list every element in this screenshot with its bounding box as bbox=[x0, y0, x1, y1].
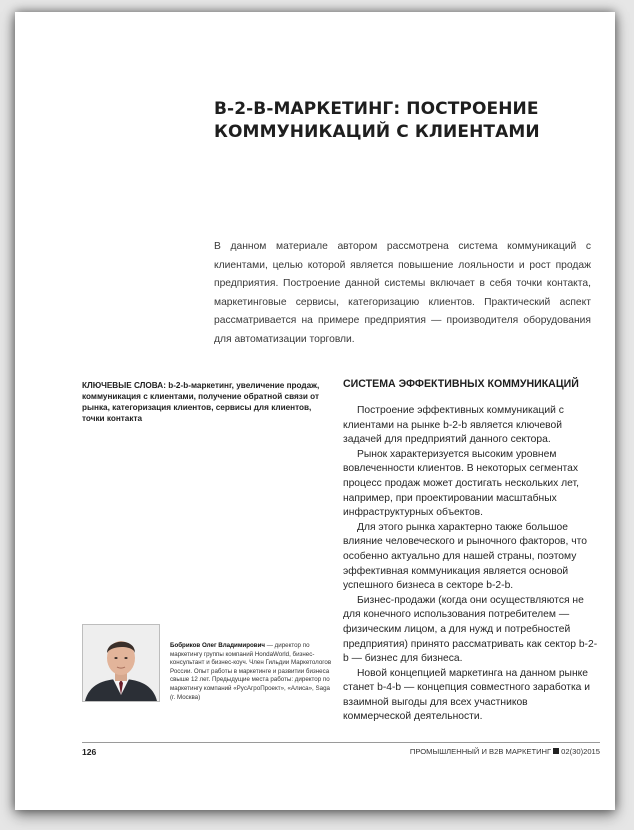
keywords-text: b-2-b-маркетинг, увеличение продаж, коммуникация с клиентами, получение обратной связи от рынка, категоризация клиентов, сервисы для клиентов, точки контакта bbox=[82, 381, 320, 423]
magazine-page bbox=[15, 12, 615, 810]
author-bio bbox=[170, 642, 332, 702]
journal-name: ПРОМЫШЛЕННЫЙ И B2B МАРКЕТИНГ bbox=[409, 747, 552, 756]
page-number: 126 bbox=[82, 747, 97, 757]
footer-divider bbox=[82, 742, 600, 743]
section-body bbox=[343, 404, 598, 725]
author-name: Бобриков Олег Владимирович bbox=[170, 642, 265, 649]
section-heading: СИСТЕМА ЭФФЕКТИВНЫХ КОММУНИКАЦИЙ bbox=[343, 378, 579, 390]
square-bullet-icon bbox=[553, 748, 559, 754]
keywords-label: КЛЮЧЕВЫЕ СЛОВА: bbox=[82, 381, 166, 390]
body-paragraph: Новой концепцией маркетинга на данном рынке станет b-4-b — концепция совместного заработка и взаимной выгоды для всех участников коммерческой деятельности. bbox=[343, 667, 591, 723]
article-title bbox=[214, 98, 594, 144]
author-portrait-image bbox=[83, 625, 159, 701]
journal-footer bbox=[410, 747, 600, 756]
body-paragraph: Бизнес-продажи (когда они осуществляются не для конечного использования потребителем — физическим лицом, а для нужд и потребностей предприятия) принято рассматривать как сектор b-2-b — бизнес для бизнеса. bbox=[343, 594, 598, 665]
article-title-line-2: КОММУНИКАЦИЙ С КЛИЕНТАМИ bbox=[214, 122, 540, 142]
body-paragraph: Рынок характеризуется высоким уровнем вовлеченности клиентов. В некоторых сегментах процесс продаж может достигать нескольких лет, например, при проектировании масштабных инфраструктурных объектов. bbox=[343, 448, 579, 519]
body-paragraph: Для этого рынка характерно также большое влияние человеческого и рыночного факторов, что особенно актуально для нашей страны, поэтому эффективная коммуникация является основой успешного бизнеса в секторе b-2-b. bbox=[343, 521, 587, 592]
author-photo bbox=[82, 624, 160, 702]
journal-issue: 02(30)2015 bbox=[561, 747, 600, 756]
article-title-line-1: B-2-B-МАРКЕТИНГ: ПОСТРОЕНИЕ bbox=[214, 99, 539, 119]
keywords-block bbox=[82, 380, 330, 424]
article-abstract: В данном материале автором рассмотрена система коммуникаций с клиентами, целью которой является повышение лояльности и рост продаж предприятия. Построение данной системы включает в себя точки контакта, маркетинговые сервисы, категоризацию клиентов. Практический аспект рассматривается на примере предприятия — производителя оборудования для автоматизации торговли. bbox=[214, 241, 591, 345]
author-description: — директор по маркетингу группы компаний HondaWorld, бизнес-консультант и бизнес-коуч. Член Гильдии Маркетологов России. Опыт работы в маркетинге и развитии бизнеса свыше 12 лет. Предыдущие места работы: директор по маркетингу компаний «РусАгроПроект», «Алиса», Saga (г. Москва) bbox=[170, 642, 332, 701]
body-paragraph: Построение эффективных коммуникаций с клиентами на рынке b-2-b является ключевой задачей для предприятий данного сектора. bbox=[343, 405, 564, 446]
